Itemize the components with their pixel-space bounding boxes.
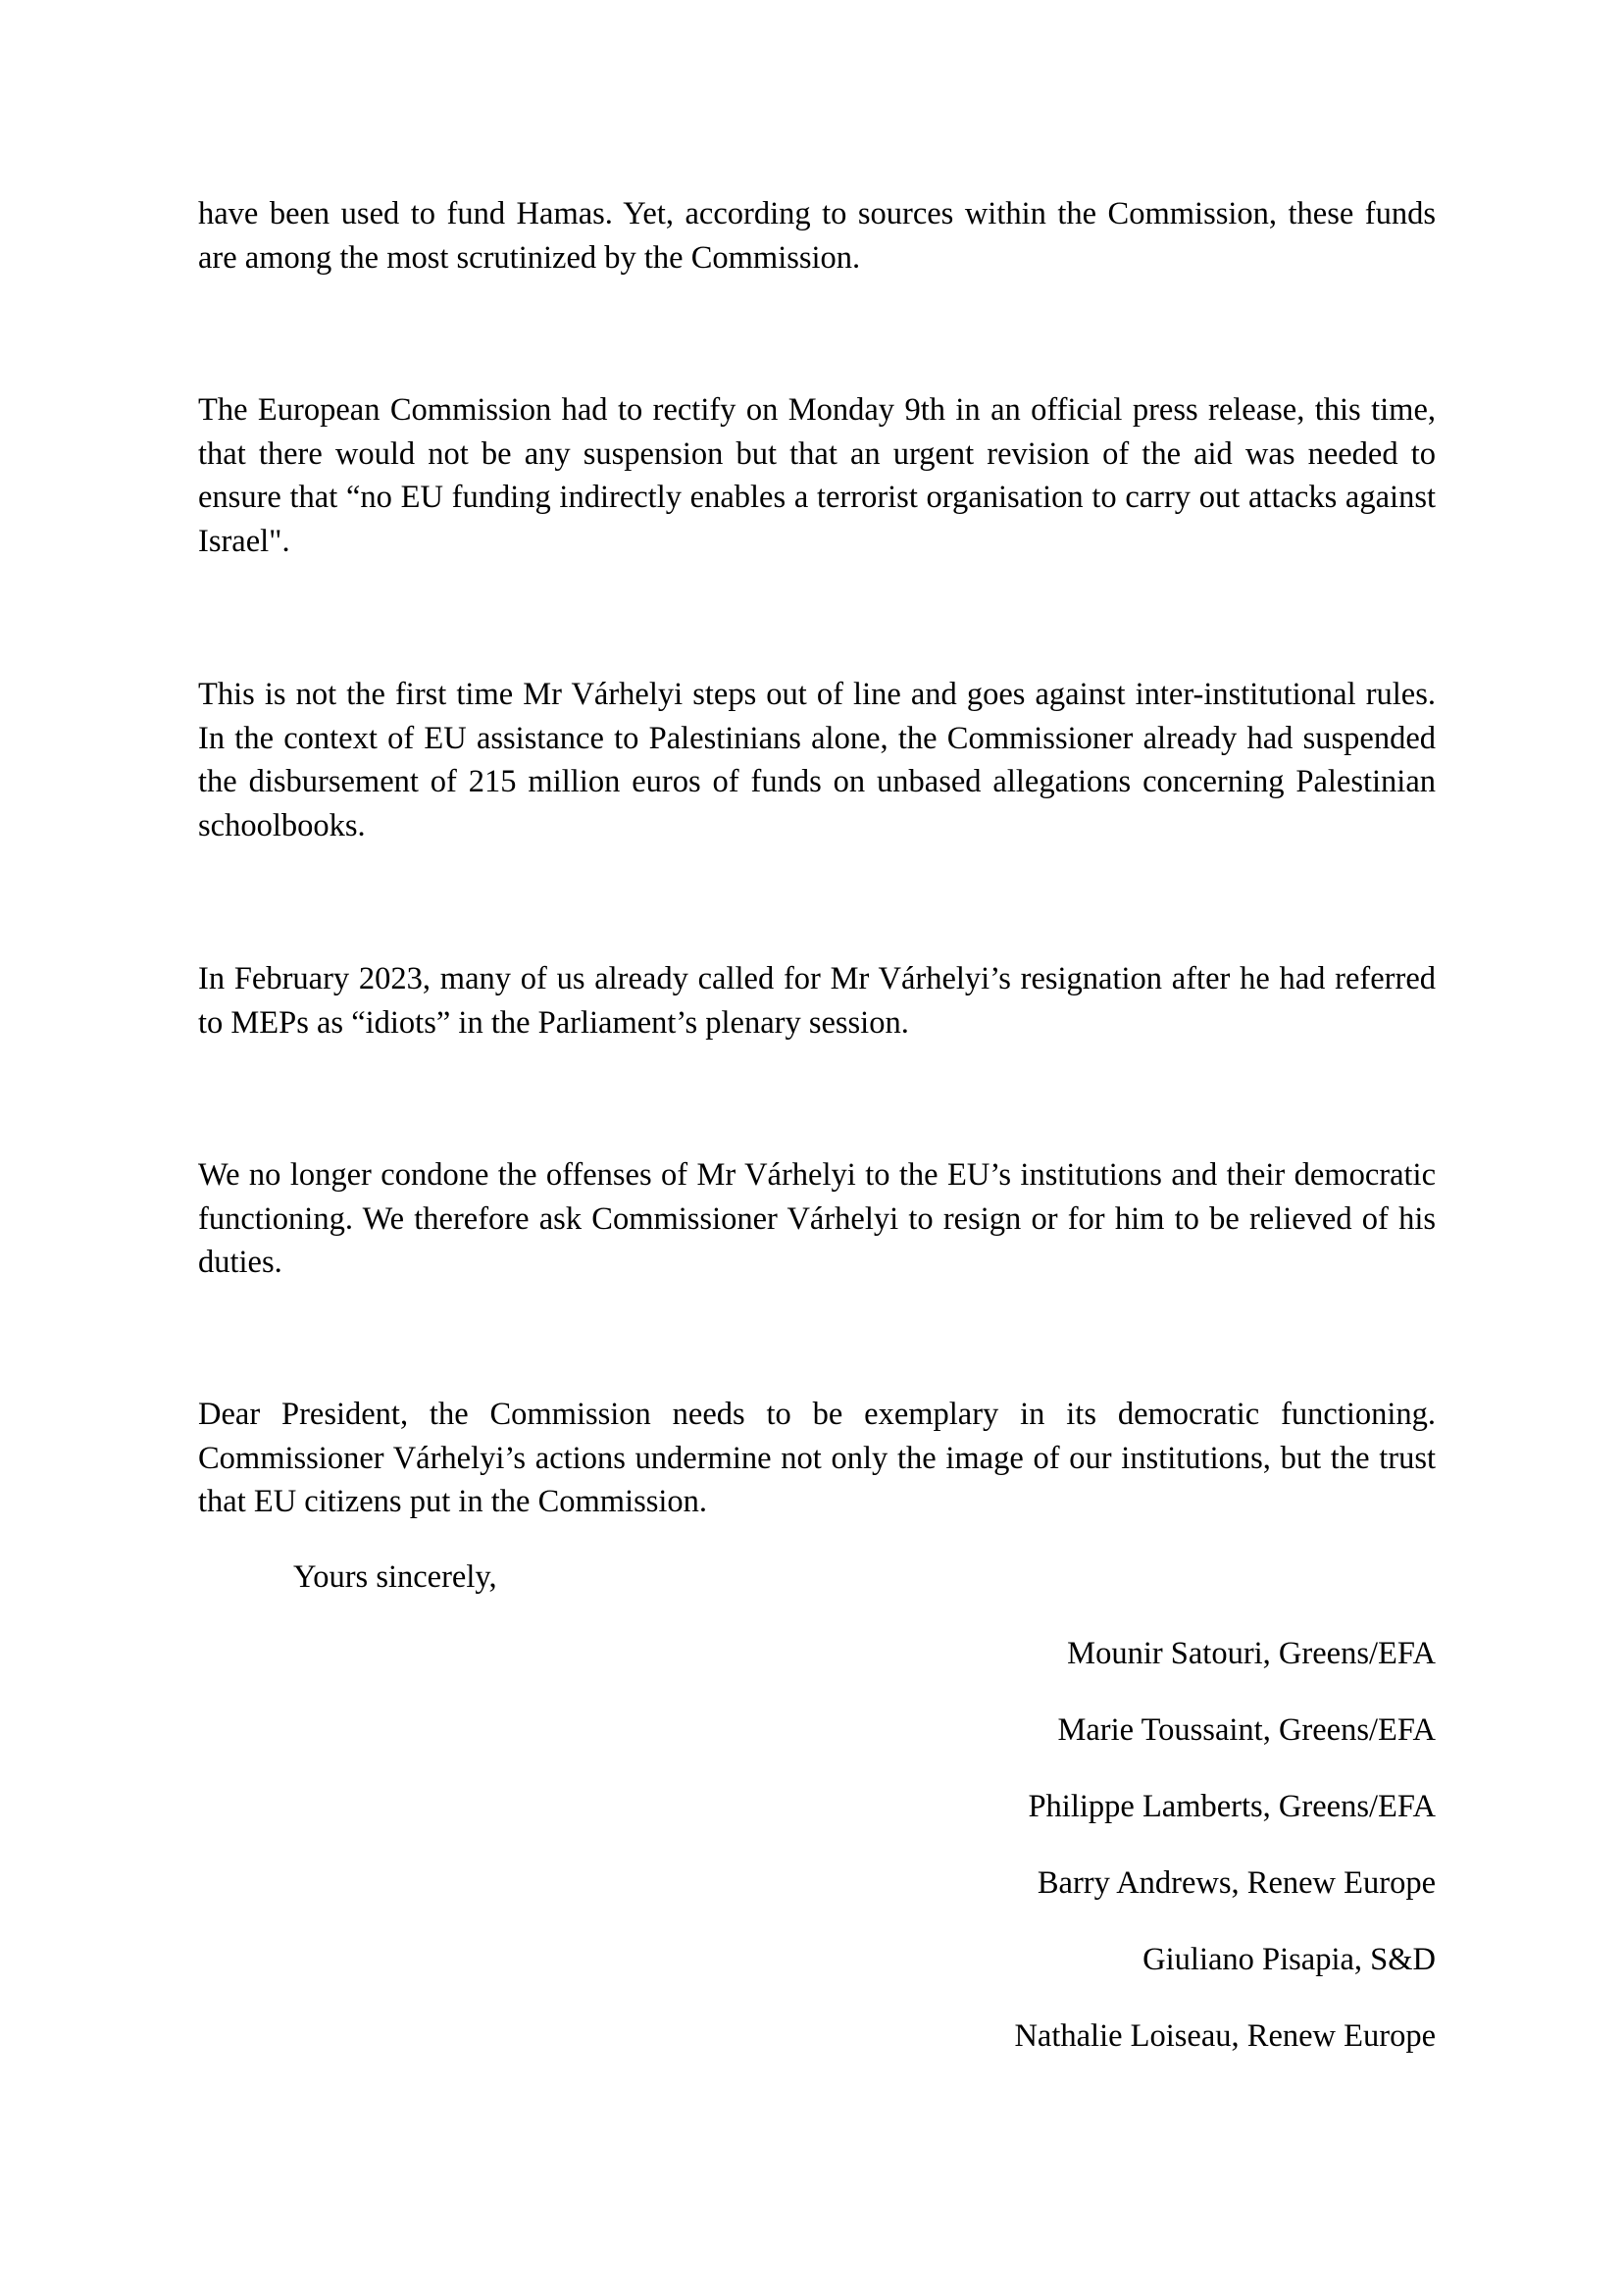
- paragraph-commission-rectification: The European Commission had to rectify on Monday 9th in an official press release, this time, that there would not be any suspension but that an urgent revision of the aid was needed to ensure that “no EU funding indirectly enables a terrorist organisation to carry out attacks against Israel".: [198, 392, 1436, 559]
- signatory: Mounir Satouri, Greens/EFA: [1067, 1636, 1436, 1671]
- signatory: Philippe Lamberts, Greens/EFA: [1028, 1789, 1436, 1824]
- paragraph-dear-president: Dear President, the Commission needs to be exemplary in its democratic functioning. Commissioner Várhelyi’s actions undermine not only the image of our institutions, but the trust that EU citizens put in the Commission.: [198, 1397, 1436, 1519]
- signatory: Barry Andrews, Renew Europe: [1037, 1865, 1436, 1901]
- paragraph-hamas-funding: have been used to fund Hamas. Yet, according to sources within the Commission, these funds are among the most scrutinized by the Commission.: [198, 196, 1436, 276]
- paragraph-resignation-request: We no longer condone the offenses of Mr Várhelyi to the EU’s institutions and their democratic functioning. We therefore ask Commissioner Várhelyi to resign or for him to be relieved of his duties.: [198, 1157, 1436, 1280]
- signatory: Nathalie Loiseau, Renew Europe: [1014, 2018, 1436, 2054]
- signatory: Marie Toussaint, Greens/EFA: [1057, 1712, 1436, 1748]
- paragraph-february-2023: In February 2023, many of us already called for Mr Várhelyi’s resignation after he had referred to MEPs as “idiots” in the Parliament’s plenary session.: [198, 961, 1436, 1041]
- signatory: Giuliano Pisapia, S&D: [1142, 1942, 1436, 1977]
- closing-salutation: Yours sincerely,: [293, 1559, 497, 1595]
- paragraph-previous-conduct: This is not the first time Mr Várhelyi steps out of line and goes against inter-institutional rules. In the context of EU assistance to Palestinians alone, the Commissioner already had suspended the disbursement of 215 million euros of funds on unbased allegations concerning Palestinian schoolbooks.: [198, 677, 1436, 843]
